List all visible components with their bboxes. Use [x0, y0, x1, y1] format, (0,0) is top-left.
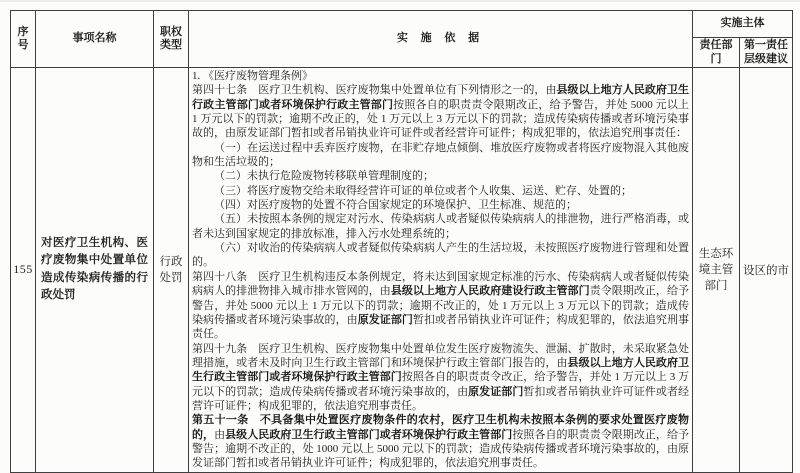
- legal-paragraph: 第四十七条 医疗卫生机构、医疗废物集中处置单位有下列情形之一的，由县级以上地方人民政府卫生行政主管部门或者环境保护行政主管部门按照各自的职责责令限期改正，给予警告，并处 5000 元以上 1 万元以下的罚款；逾期不改正的，处 1 万元以上 3 万元以下的罚款；造成传染病传播或者环境污染事故的，由原发证部门暂扣或者吊销执业许可证件或者经营许可证件；构成犯罪的，依法追究刑事责任：: [192, 84, 689, 140]
- cell-authority-type: 行政处罚: [154, 68, 189, 473]
- legal-paragraph: （二）未执行危险废物转移联单管理制度的；: [214, 170, 434, 183]
- cell-legal-basis: [189, 68, 693, 473]
- legal-paragraph: 第五十一条 不具备集中处置医疗废物条件的农村，医疗卫生机构未按照本条例的要求处置医疗废物的，由县级人民政府卫生行政主管部门或者环境保护行政主管部门按照各自的职责责令限期改正，给予警告；逾期不改正的，处 1000 元以上 5000 元以下的罚款；造成传染病传播或者环境污染事故的，由原发证部门暂扣或者吊销执业许可证件；构成犯罪的，依法追究刑事责任。: [192, 414, 690, 470]
- cell-seq-number: 155: [11, 68, 36, 473]
- col-header-seq: 序号: [11, 11, 36, 68]
- legal-paragraph: （一）在运送过程中丢弃医疗废物，在非贮存地点倾倒、堆放医疗废物或者将医疗废物混入其他废物和生活垃圾的；: [192, 141, 689, 169]
- legal-basis-text: [192, 69, 689, 471]
- col-header-legal-basis: 实 施 依 据: [189, 11, 693, 68]
- col-header-authority-type: 职权类型: [154, 11, 189, 68]
- col-header-first-responsibility-level: 第一责任层级建议: [740, 38, 793, 68]
- cell-item-name: 对医疗卫生机构、医疗废物集中处置单位造成传染病传播的行政处罚: [36, 68, 154, 473]
- legal-paragraph: （五）未按照本条例的规定对污水、传染病病人或者疑似传染病病人的排泄物，进行严格消毒，或者未达到国家规定的排放标准，排入污水处理系统的；: [192, 213, 689, 240]
- legal-paragraph: 第四十八条 医疗卫生机构违反本条例规定，将未达到国家规定标准的污水、传染病病人或者疑似传染病病人的排泄物排入城市排水管网的，由县级以上地方人民政府建设行政主管部门责令限期改正，给予警告，并处 5000 元以上 1 万元以下的罚款；逾期不改正的，处 1 万元以上 3 万元以下的罚款；造成传染病传播或者环境污染事故的，由原发证部门暂扣或者吊销执业许可证件；构成犯罪的，依法追究刑事责任。: [192, 270, 690, 341]
- col-header-implementing-subject: 实施主体: [693, 11, 793, 38]
- table-row: [11, 68, 793, 473]
- col-header-item-name: 事项名称: [36, 11, 154, 68]
- power-list-table: [10, 10, 793, 473]
- col-header-responsible-dept: 责任部门: [693, 38, 740, 68]
- legal-paragraph: （六）对收治的传染病病人或者疑似传染病病人产生的生活垃圾，未按照医疗废物进行管理和处置的。: [192, 242, 689, 269]
- header-row-1: [11, 11, 793, 38]
- legal-paragraph: （三）将医疗废物交给未取得经营许可证的单位或者个人收集、运送、贮存、处置的；: [214, 184, 632, 197]
- legal-paragraph: 第四十九条 医疗卫生机构、医疗废物集中处置单位发生医疗废物流失、泄漏、扩散时，未采取紧急处理措施，或者未及时向卫生行政主管部门和环境保护行政主管部门报告的，由县级以上地方人民政府卫生行政主管部门或者环境保护行政主管部门按照各自的职责责令改正，给予警告，并处 1 万元以上 3 万元以下的罚款；造成传染病传播或者环境污染事故的，由原发证部门暂扣或者吊销执业许可证件或者经营许可证件；构成犯罪的，依法追究刑事责任。: [192, 342, 690, 412]
- cell-responsible-dept: 生态环境主管部门: [693, 68, 740, 473]
- legal-paragraph: 1. 《医疗废物管理条例》: [192, 70, 313, 82]
- cell-first-responsibility-level: 设区的市: [740, 68, 793, 473]
- scan-artifact-top-edge: [0, 0, 800, 2]
- legal-paragraph: （四）对医疗废物的处置不符合国家规定的环境保护、卫生标准、规范的；: [214, 199, 577, 212]
